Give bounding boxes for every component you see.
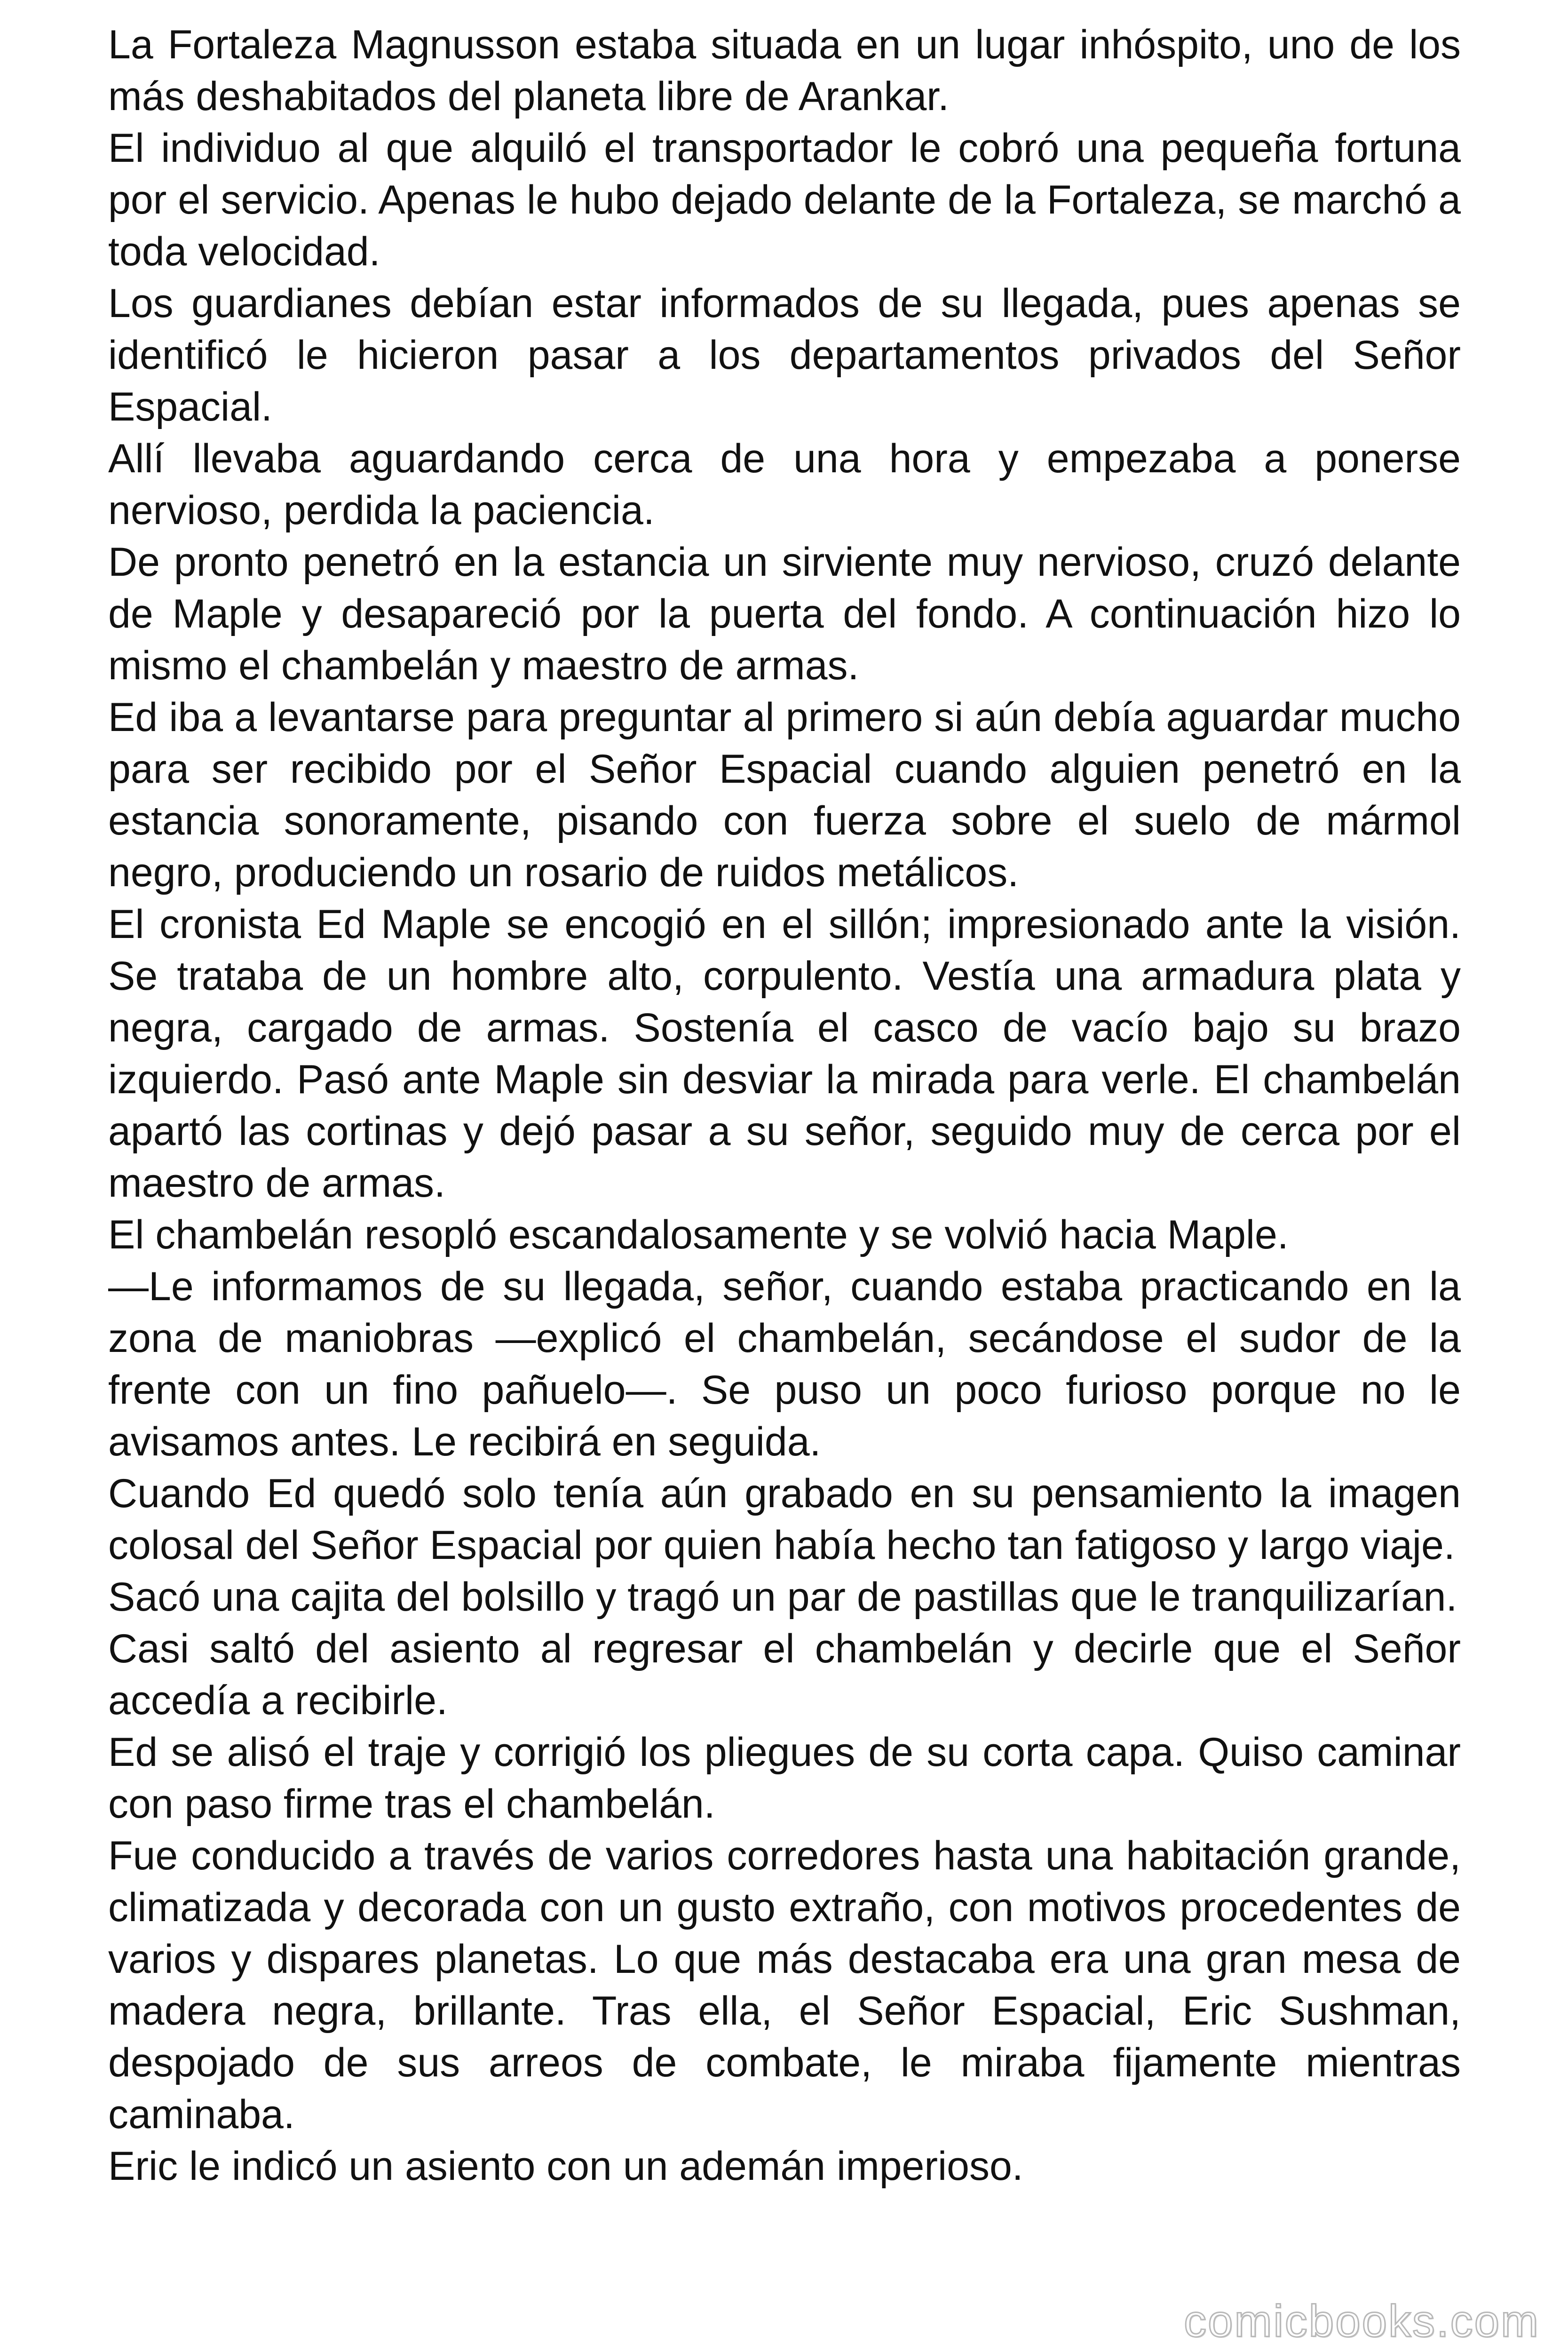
paragraph: De pronto penetró en la estancia un sirviente muy nervioso, cruzó delante de Maple y desapareció por la puerta del fondo. A continuación hizo lo mismo el chambelán y maestro de armas. <box>108 540 1461 688</box>
paragraph: —Le informamos de su llegada, señor, cuando estaba practicando en la zona de maniobras —explicó el chambelán, secándose el sudor de la frente con un fino pañuelo—. Se puso un poco furioso porque no le avisamos antes. Le recibirá en seguida. <box>108 1264 1461 1464</box>
paragraph: Sacó una cajita del bolsillo y tragó un par de pastillas que le tranquilizarían. <box>108 1574 1457 1620</box>
paragraph: Eric le indicó un asiento con un ademán imperioso. <box>108 2144 1023 2189</box>
paragraph: El cronista Ed Maple se encogió en el sillón; impresionado ante la visión. Se trataba de un hombre alto, corpulento. Vestía una armadura plata y negra, cargado de armas. Sostenía el casco de vacío bajo su brazo izquierdo. Pasó ante Maple sin desviar la mirada para verle. El chambelán apartó las cortinas y dejó pasar a su señor, seguido muy de cerca por el maestro de armas. <box>108 902 1461 1206</box>
paragraph: Allí llevaba aguardando cerca de una hora y empezaba a ponerse nervioso, perdida la paciencia. <box>108 436 1461 533</box>
paragraph: Fue conducido a través de varios corredores hasta una habitación grande, climatizada y decorada con un gusto extraño, con motivos procedentes de varios y dispares planetas. Lo que más destacaba era una gran mesa de madera negra, brillante. Tras ella, el Señor Espacial, Eric Sushman, despojado de sus arreos de combate, le miraba fijamente mientras caminaba. <box>108 1833 1461 2137</box>
paragraph: Casi saltó del asiento al regresar el chambelán y decirle que el Señor accedía a recibirle. <box>108 1626 1461 1723</box>
paragraph: El individuo al que alquiló el transportador le cobró una pequeña fortuna por el servicio. Apenas le hubo dejado delante de la Fortaleza, se marchó a toda velocidad. <box>108 126 1461 274</box>
paragraph: Ed se alisó el traje y corrigió los pliegues de su corta capa. Quiso caminar con paso firme tras el chambelán. <box>108 1730 1461 1827</box>
watermark: comicbooks.com <box>1184 2296 1540 2346</box>
document-body <box>108 19 1461 2192</box>
paragraph: Ed iba a levantarse para preguntar al primero si aún debía aguardar mucho para ser recibido por el Señor Espacial cuando alguien penetró en la estancia sonoramente, pisando con fuerza sobre el suelo de mármol negro, produciendo un rosario de ruidos metálicos. <box>108 695 1461 895</box>
paragraph: La Fortaleza Magnusson estaba situada en un lugar inhóspito, uno de los más deshabitados del planeta libre de Arankar. <box>108 22 1461 119</box>
paragraph: El chambelán resopló escandalosamente y se volvió hacia Maple. <box>108 1212 1289 1257</box>
paragraph: Los guardianes debían estar informados de su llegada, pues apenas se identificó le hicieron pasar a los departamentos privados del Señor Espacial. <box>108 281 1461 429</box>
paragraph: Cuando Ed quedó solo tenía aún grabado en su pensamiento la imagen colosal del Señor Espacial por quien había hecho tan fatigoso y largo viaje. <box>108 1471 1461 1568</box>
